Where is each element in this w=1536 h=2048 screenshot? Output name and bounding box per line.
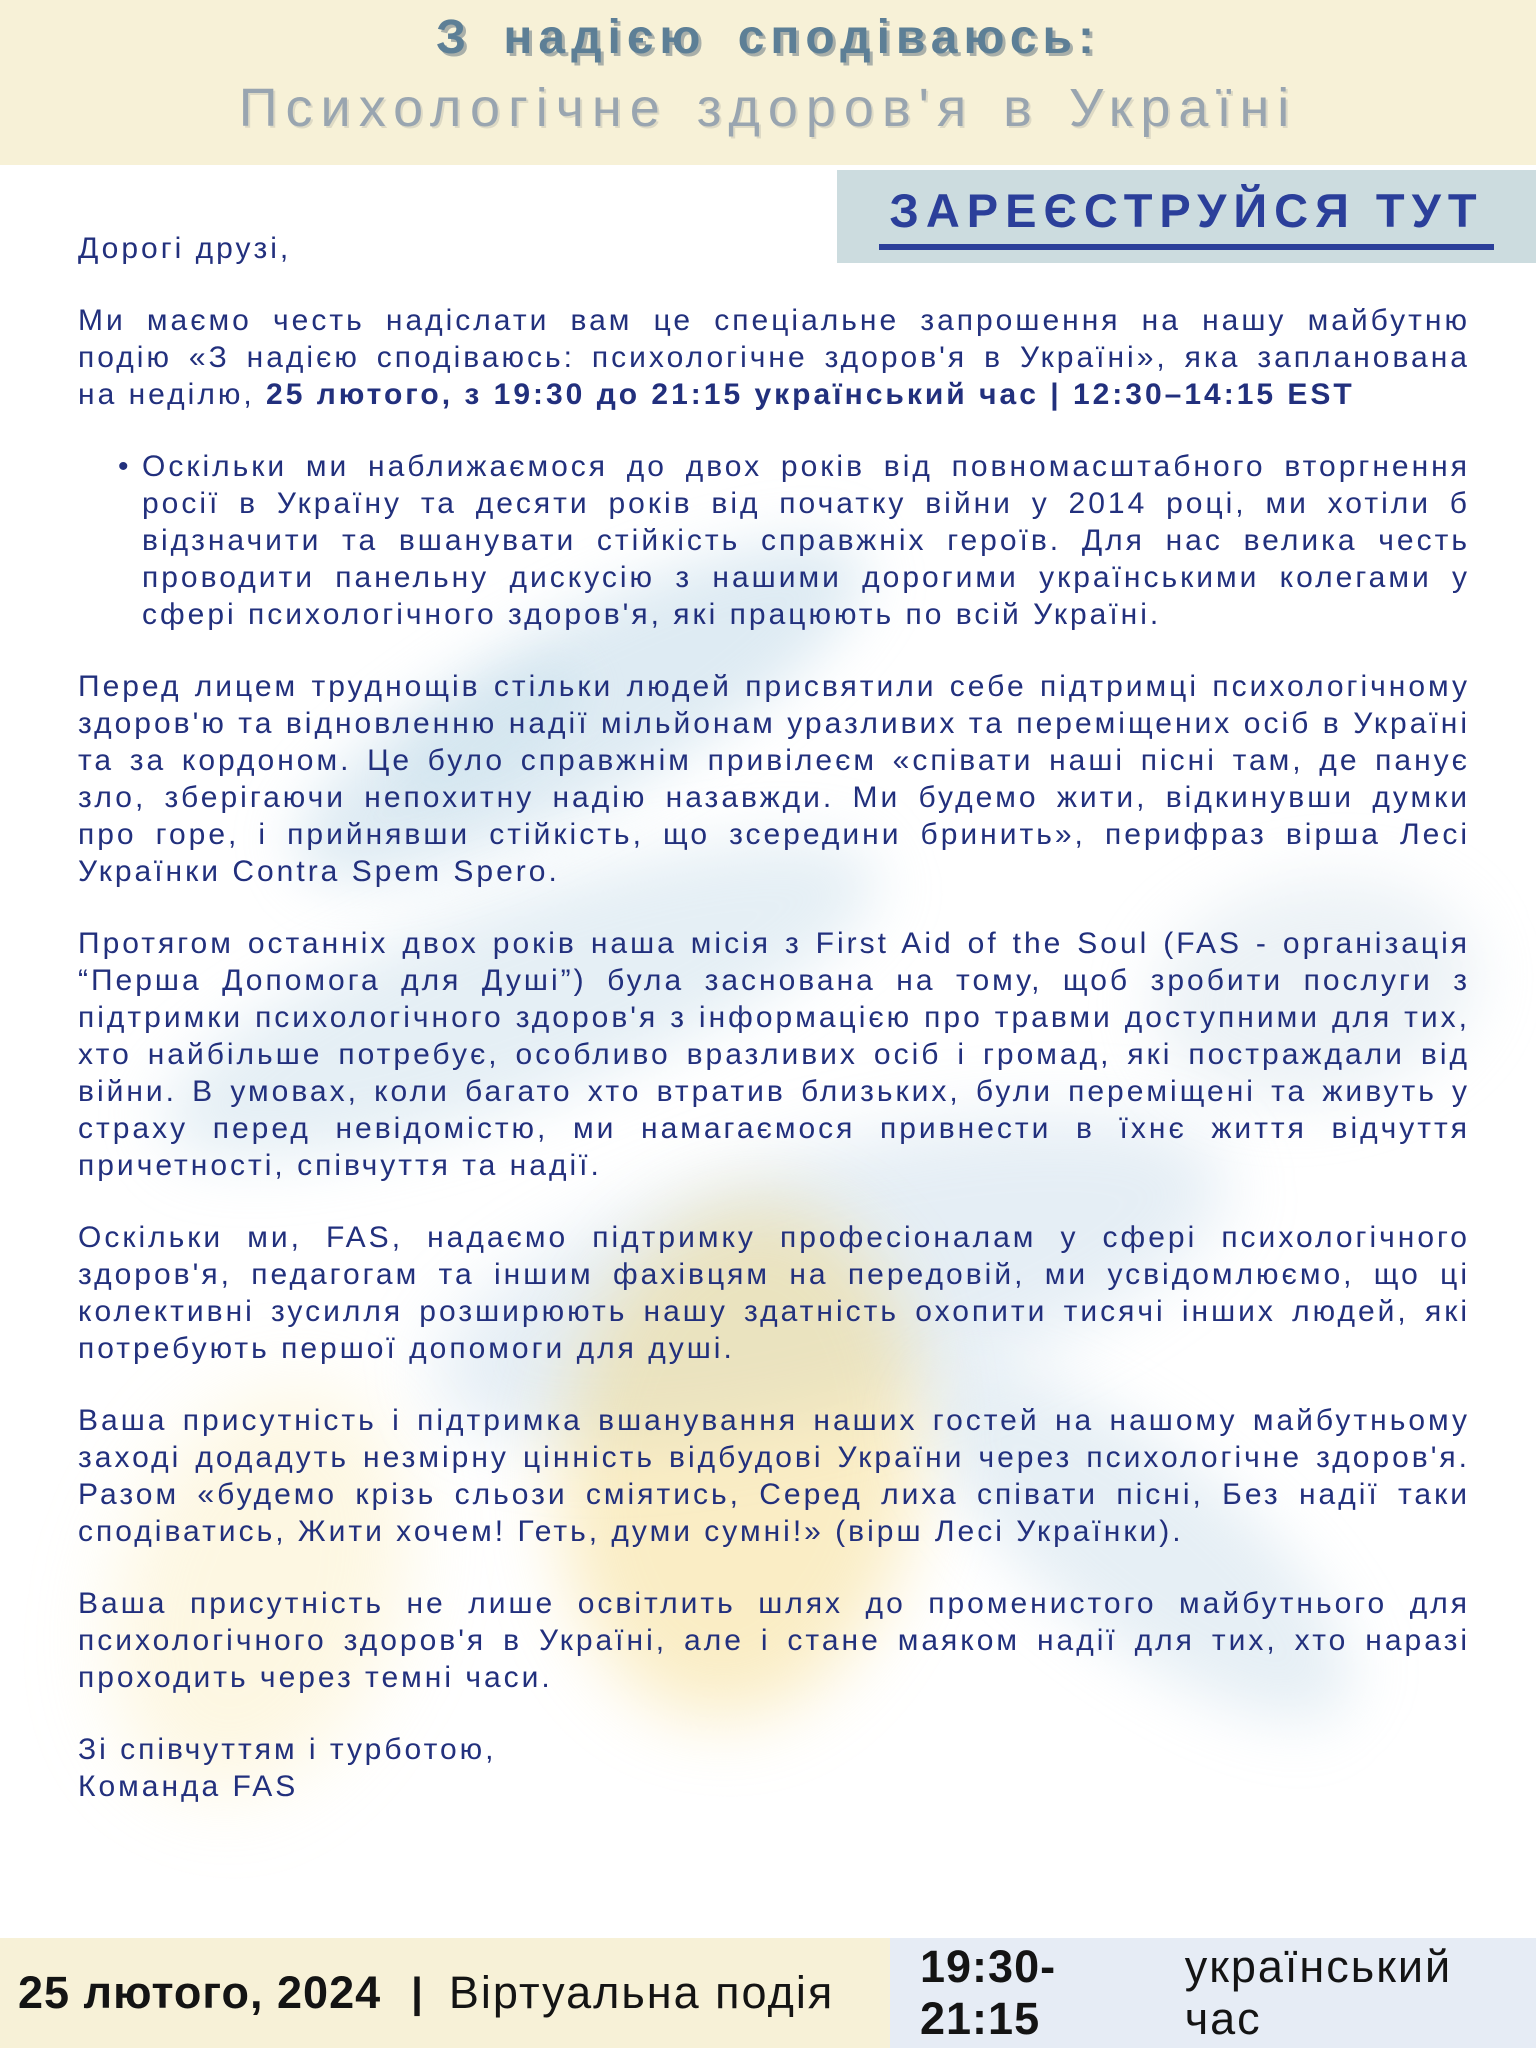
intro-paragraph xyxy=(78,302,1470,413)
closing-signature: Команда FAS xyxy=(78,1770,299,1803)
letter-body xyxy=(78,230,1470,1936)
greeting: Дорогі друзі, xyxy=(78,232,292,265)
event-subtitle: Психологічне здоров'я в Україні xyxy=(238,78,1298,138)
event-title: З надією сподіваюсь: xyxy=(435,11,1101,64)
footer-date-section xyxy=(0,1938,890,2048)
closing-salutation: Зі співчуттям і турботою, xyxy=(78,1733,497,1766)
header-banner xyxy=(0,0,1536,165)
bullet-item: • Оскільки ми наближаємося до двох років від повномасштабного вторгнення росії в Україну та десяти років від початку війни у 2014 році, ми хотіли б відзначити та вшанувати стійкість справжніх героїв. Для нас велика честь проводити панельну дискусію з нашими дорогими українськими колегами у сфері психологічного здоров'я, які працюють по всій Україні. xyxy=(78,448,1470,633)
register-banner xyxy=(837,170,1536,263)
footer-timezone: український час xyxy=(1184,1941,1453,2044)
paragraph-support: Оскільки ми, FAS, надаємо підтримку професіоналам у сфері психологічного здоров'я, педагогам та іншим фахівцям на передовій, ми усвідомлюємо, що ці колективні зусилля розширюють нашу здатність охопити тисячі інших людей, які потребують першої допомоги для душі. xyxy=(78,1221,1470,1365)
paragraph-dedication: Перед лицем труднощів стільки людей присвятили себе підтримці психологічному здоров'ю та відновленню надії мільйонам уразливих та переміщених осіб в Україні та за кордоном. Це було справжнім привілеєм «співати наші пісні там, де панує зло, зберігаючи непохитну надію назавжди. Ми будемо жити, відкинувши думки про горе, і прийнявши стійкість, що зсередини бринить», перифраз вірша Лесі Українки Contra Spem Spero. xyxy=(78,670,1470,888)
intro-text: Ми маємо честь надіслати вам це спеціальне запрошення на нашу майбутню подію «З надією сподіваюсь: психологічне здоров'я в Україні», яка запланована на неділю, xyxy=(78,304,1470,411)
closing xyxy=(78,1731,1470,1805)
footer-date: 25 лютого, 2024 xyxy=(18,1967,382,2018)
footer-bar xyxy=(0,1938,1536,2048)
footer-event-type: Віртуальна подія xyxy=(448,1967,835,2018)
paragraph-presence-value: Ваша присутність і підтримка вшанування наших гостей на нашому майбутньому заході додадуть незмірну цінність відбудові України через психологічне здоров'я. Разом «будемо крізь сльози сміятись, Серед лиха співати пісні, Без надії таки сподіватись, Жити хочем! Геть, думи сумні!» (вірш Лесі Українки). xyxy=(78,1404,1470,1548)
footer-time: 19:30-21:15 xyxy=(920,1941,1057,2044)
paragraph-beacon: Ваша присутність не лише освітлить шлях до променистого майбутнього для психологічного здоров'я в Україні, але і стане маяком надії для тих, хто наразі проходить через темні часи. xyxy=(78,1587,1470,1694)
event-datetime: 25 лютого, з 19:30 до 21:15 український час | 12:30–14:15 EST xyxy=(266,378,1355,411)
bullet-list xyxy=(78,448,1470,633)
footer-separator: | xyxy=(411,1969,423,2016)
footer-time-section xyxy=(890,1938,1536,2048)
register-link[interactable]: ЗАРЕЄСТРУЙСЯ ТУТ xyxy=(879,183,1493,250)
paragraph-mission: Протягом останніх двох років наша місія з First Aid of the Soul (FAS - організація “Перша Допомога для Душі”) була заснована на тому, щоб зробити послуги з підтримки психологічного здоров'я з інформацією про травми доступними для тих, хто найбільше потребує, особливо вразливих осіб і громад, які постраждали від війни. В умовах, коли багато хто втратив близьких, були переміщені та живуть у страху перед невідомістю, ми намагаємося привнести в їхнє життя відчуття причетності, співчуття та надії. xyxy=(78,927,1470,1182)
